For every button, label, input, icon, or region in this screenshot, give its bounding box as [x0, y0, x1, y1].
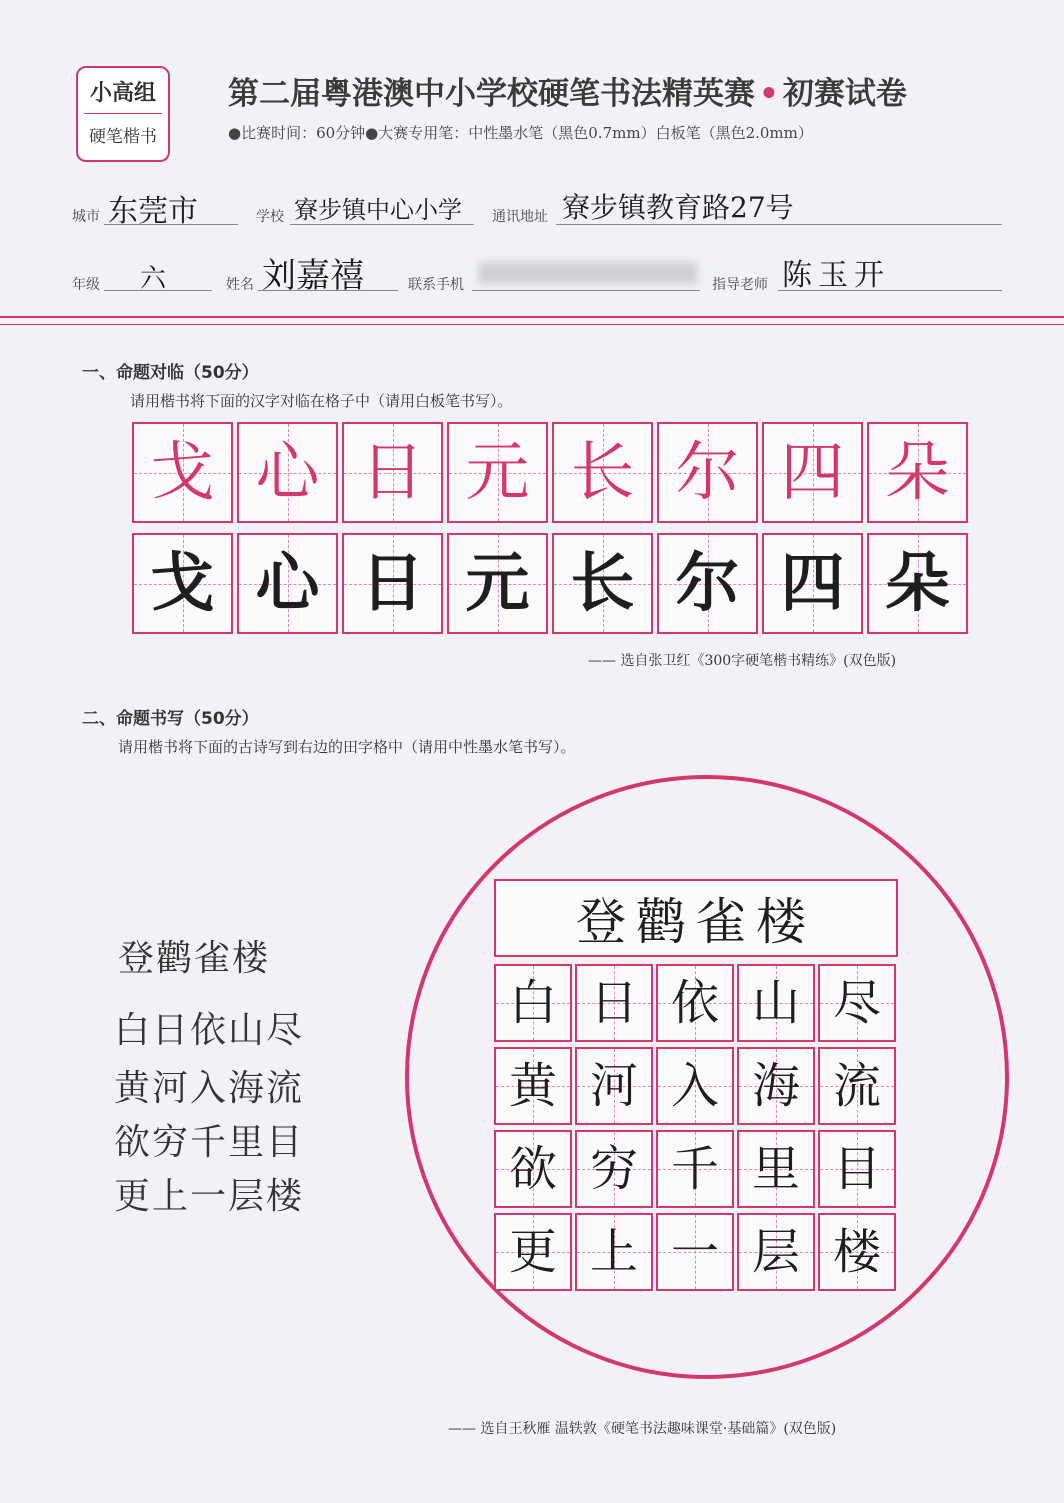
school-value: 寮步镇中心小学 [294, 196, 462, 224]
poem-title: 登鹳雀楼 [118, 938, 271, 979]
model-char: 日 [360, 435, 425, 510]
tian-cell [494, 1130, 572, 1208]
title-suffix: 初赛试卷 [782, 76, 907, 112]
written-char: 海 [751, 1058, 800, 1114]
model-cell [762, 422, 863, 523]
phone-underline [472, 290, 700, 291]
section1-instruction: 请用楷书将下面的汉字对临在格子中（请用白板笔书写）。 [130, 392, 513, 410]
model-char: 元 [465, 435, 530, 510]
copy-char: 长 [570, 546, 635, 621]
tian-cell [575, 1213, 653, 1291]
copy-cell [342, 533, 443, 634]
poem-line: 黄河入海流 [114, 1068, 305, 1109]
school-label: 学校 [256, 209, 284, 225]
written-char: 更 [508, 1224, 557, 1280]
teacher-label: 指导老师 [712, 277, 768, 293]
model-char: 四 [780, 435, 845, 510]
written-char: 里 [751, 1141, 800, 1197]
model-cell [342, 422, 443, 523]
model-char: 朵 [885, 435, 950, 510]
written-char: 目 [832, 1141, 881, 1197]
copy-char: 日 [360, 546, 425, 621]
written-title: 登鹳雀楼 [576, 893, 816, 951]
header-divider [0, 316, 1064, 318]
written-char: 日 [589, 975, 638, 1031]
model-cell [552, 422, 653, 523]
model-cell [657, 422, 758, 523]
written-char: 河 [589, 1058, 638, 1114]
tian-cell [818, 1213, 896, 1291]
tian-cell [737, 1047, 815, 1125]
written-char: 入 [670, 1058, 719, 1114]
copy-cell [552, 533, 653, 634]
written-char: 尽 [832, 975, 881, 1031]
page-title [228, 68, 907, 113]
copy-char: 戈 [150, 546, 215, 621]
title-main: 第二届粤港澳中小学校硬笔书法精英赛 [228, 76, 755, 112]
tian-cell [494, 1213, 572, 1291]
city-value: 东莞市 [108, 194, 198, 229]
copy-char: 元 [465, 546, 530, 621]
badge-group-label: 小高组 [89, 81, 156, 106]
model-cell [237, 422, 338, 523]
badge-category-label: 硬笔楷书 [89, 127, 157, 147]
model-char-row [132, 422, 972, 523]
tian-cell [737, 1130, 815, 1208]
tian-cell [575, 1047, 653, 1125]
tian-cell [818, 1130, 896, 1208]
model-char: 心 [255, 435, 320, 510]
copy-cell [447, 533, 548, 634]
poem-line: 更上一层楼 [114, 1176, 305, 1217]
model-char: 尔 [675, 435, 740, 510]
copy-cell [867, 533, 968, 634]
written-char: 千 [670, 1141, 719, 1197]
name-value: 刘嘉禧 [262, 256, 364, 296]
copy-char-row [132, 533, 972, 634]
tian-cell [656, 1047, 734, 1125]
copy-cell [132, 533, 233, 634]
tian-cell [818, 964, 896, 1042]
written-char: 楼 [832, 1224, 881, 1280]
written-char: 一 [670, 1224, 719, 1280]
tian-cell [737, 964, 815, 1042]
copy-char: 四 [780, 546, 845, 621]
section1-title: 一、命题对临（50分） [82, 363, 259, 383]
written-char: 依 [670, 975, 719, 1031]
city-label: 城市 [72, 209, 100, 225]
address-label: 通讯地址 [492, 209, 548, 225]
copy-cell [237, 533, 338, 634]
tian-cell [494, 1047, 572, 1125]
poem-line: 白日依山尽 [114, 1010, 305, 1051]
exam-rules-line: ●比赛时间：60分钟●大赛专用笔：中性墨水笔（黑色0.7mm）白板笔（黑色2.0mm） [228, 124, 813, 142]
model-cell [447, 422, 548, 523]
copy-char: 尔 [675, 546, 740, 621]
copy-cell [762, 533, 863, 634]
written-char: 流 [832, 1058, 881, 1114]
written-char: 白 [508, 975, 557, 1031]
tian-cell [656, 1213, 734, 1291]
tian-cell [656, 964, 734, 1042]
model-cell [867, 422, 968, 523]
written-title-box [494, 879, 898, 957]
tian-cell [494, 964, 572, 1042]
section1-credit: —— 选自张卫红《300字硬笔楷书精练》(双色版) [588, 653, 897, 669]
tian-cell [656, 1130, 734, 1208]
badge-divider [84, 113, 162, 114]
tian-cell [818, 1047, 896, 1125]
phone-label: 联系手机 [408, 277, 464, 293]
tian-cell [575, 964, 653, 1042]
address-value: 寮步镇教育路27号 [562, 191, 794, 224]
written-char: 黄 [508, 1058, 557, 1114]
section2-instruction: 请用楷书将下面的古诗写到右边的田字格中（请用中性墨水笔书写）。 [118, 738, 576, 756]
grade-label: 年级 [72, 277, 100, 293]
phone-redacted [478, 262, 698, 284]
header-divider-thin [0, 324, 1064, 325]
copy-cell [657, 533, 758, 634]
copy-char: 朵 [885, 546, 950, 621]
written-char: 山 [751, 975, 800, 1031]
poem-line: 欲穷千里目 [114, 1122, 305, 1163]
name-label: 姓名 [226, 277, 254, 293]
written-char: 欲 [508, 1141, 557, 1197]
teacher-value: 陈玉开 [782, 258, 890, 293]
tian-cell [575, 1130, 653, 1208]
section2-credit: —— 选自王秋雁 温轶敦《硬笔书法趣味课堂·基础篇》(双色版) [448, 1421, 837, 1437]
tian-cell [737, 1213, 815, 1291]
model-char: 长 [570, 435, 635, 510]
group-badge [76, 66, 170, 162]
model-char: 戈 [150, 435, 215, 510]
written-char: 层 [751, 1224, 800, 1280]
title-dot: • [759, 76, 779, 112]
written-char: 穷 [589, 1141, 638, 1197]
copy-char: 心 [255, 546, 320, 621]
grade-value: 六 [140, 264, 167, 294]
model-cell [132, 422, 233, 523]
written-char: 上 [589, 1224, 638, 1280]
section2-title: 二、命题书写（50分） [82, 709, 259, 729]
